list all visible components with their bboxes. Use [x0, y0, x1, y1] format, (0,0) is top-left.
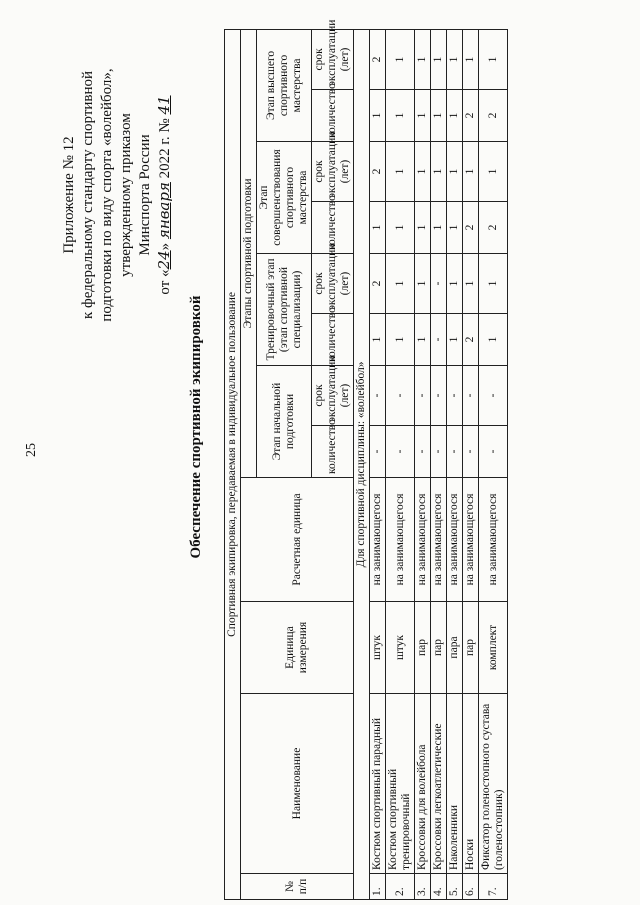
item-unit: пар [415, 602, 431, 694]
cell-value: - [415, 426, 431, 478]
cell-value: 1 [415, 202, 431, 254]
cell-value: - [447, 426, 463, 478]
order-day: 24 [155, 250, 173, 270]
stage-header: Тренировочный этап (этап спортивной специализации) [257, 254, 312, 366]
life-header: срок эксплуатации (лет) [312, 254, 354, 314]
cell-value: - [415, 366, 431, 426]
cell-value: 1 [431, 142, 447, 202]
cell-value: 2 [463, 90, 479, 142]
cell-value: 1 [463, 29, 479, 89]
row-number: 6. [463, 874, 479, 900]
item-name: Носки [463, 694, 479, 874]
cell-value: - [431, 366, 447, 426]
cell-value: 1 [447, 90, 463, 142]
cell-value: - [431, 254, 447, 314]
col-unit-header: Единица измерения [241, 602, 354, 694]
cell-value: 1 [415, 314, 431, 366]
table-row [370, 29, 386, 899]
life-header: срок эксплуатации (лет) [312, 29, 354, 89]
equipment-header: Спортивная экипировка, передаваемая в индивидуальное пользование [225, 29, 241, 899]
qty-header: количество [312, 202, 354, 254]
item-unit: штук [370, 602, 386, 694]
item-unit: штук [386, 602, 415, 694]
cell-value: 2 [479, 202, 508, 254]
cell-value: 1 [386, 314, 415, 366]
cell-value: - [386, 426, 415, 478]
cell-value: 1 [479, 314, 508, 366]
item-calc: на занимающегося [370, 478, 386, 602]
cell-value: - [479, 426, 508, 478]
cell-value: - [386, 366, 415, 426]
cell-value: 1 [479, 29, 508, 89]
item-unit: пара [447, 602, 463, 694]
col-calc-header: Расчетная единица [241, 478, 354, 602]
cell-value: - [479, 366, 508, 426]
cell-value: - [463, 426, 479, 478]
appendix-header [60, 0, 175, 395]
item-calc: на занимающегося [386, 478, 415, 602]
order-reference: от «24» января 2022 г. № 41 [155, 95, 173, 295]
cell-value: 2 [479, 90, 508, 142]
cell-value: - [370, 366, 386, 426]
col-name-header: Наименование [241, 694, 354, 874]
cell-value: 1 [431, 90, 447, 142]
cell-value: 1 [479, 142, 508, 202]
order-number: 41 [155, 95, 173, 115]
cell-value: 2 [370, 142, 386, 202]
row-number: 3. [415, 874, 431, 900]
item-name: Костюм спортивный тренировочный [386, 694, 415, 874]
cell-value: - [431, 314, 447, 366]
item-name: Костюм спортивный парадный [370, 694, 386, 874]
cell-value: 1 [431, 202, 447, 254]
table-row [386, 29, 415, 899]
cell-value: 1 [370, 90, 386, 142]
cell-value: 1 [415, 90, 431, 142]
life-header: срок эксплуатации (лет) [312, 142, 354, 202]
item-calc: на занимающегося [447, 478, 463, 602]
item-unit: пар [431, 602, 447, 694]
table-row [415, 29, 431, 899]
cell-value: 2 [463, 314, 479, 366]
item-name: Кроссовки легкоатлетические [431, 694, 447, 874]
equipment-table [224, 19, 508, 900]
item-name: Наколенники [447, 694, 463, 874]
cell-value: - [463, 366, 479, 426]
row-number: 7. [479, 874, 508, 900]
stage-header: Этап высшего спортивного мастерства [257, 29, 312, 141]
cell-value: 1 [463, 254, 479, 314]
item-calc: на занимающегося [415, 478, 431, 602]
cell-value: 1 [431, 29, 447, 89]
cell-value: 2 [463, 202, 479, 254]
cell-value: 1 [415, 29, 431, 89]
cell-value: - [431, 426, 447, 478]
cell-value: 1 [386, 90, 415, 142]
cell-value: 1 [386, 254, 415, 314]
row-number: 5. [447, 874, 463, 900]
row-number: 4. [431, 874, 447, 900]
qty-header: количество [312, 90, 354, 142]
item-name: Фиксатор голеностопного сустава (голеностопник) [479, 694, 508, 874]
item-calc: на занимающегося [463, 478, 479, 602]
section-row: Для спортивной дисциплины: «волейбол» [354, 29, 370, 899]
life-header: срок эксплуатации (лет) [312, 366, 354, 426]
cell-value: 1 [479, 254, 508, 314]
cell-value: 1 [370, 314, 386, 366]
col-number-header: № п/п [241, 874, 354, 900]
cell-value: 1 [447, 314, 463, 366]
item-calc: на занимающегося [479, 478, 508, 602]
cell-value: 1 [447, 142, 463, 202]
item-unit: комплект [479, 602, 508, 694]
table-row [479, 29, 508, 899]
document-title: Обеспечение спортивной экипировкой [188, 295, 204, 559]
cell-value: 1 [447, 29, 463, 89]
row-number: 2. [386, 874, 415, 900]
appendix-title: Приложение № 12 [61, 136, 77, 254]
appendix-line-3: утвержденному приказом [118, 113, 134, 277]
cell-value: 1 [415, 142, 431, 202]
cell-value: 2 [370, 29, 386, 89]
page-number: 25 [24, 443, 39, 457]
item-name: Кроссовки для волейбола [415, 694, 431, 874]
stage-header: Этап начальной подготовки [257, 366, 312, 478]
order-month: января [155, 182, 173, 240]
cell-value: 1 [370, 202, 386, 254]
cell-value: 1 [447, 202, 463, 254]
cell-value: 1 [386, 142, 415, 202]
cell-value: 1 [386, 29, 415, 89]
cell-value: - [447, 366, 463, 426]
qty-header: количество [312, 426, 354, 478]
table-row [447, 29, 463, 899]
qty-header: количество [312, 314, 354, 366]
cell-value: - [370, 426, 386, 478]
appendix-line-2: подготовки по виду спорта «волейбол», [99, 68, 115, 322]
cell-value: 1 [415, 254, 431, 314]
table-row [463, 29, 479, 899]
table-row [431, 29, 447, 899]
row-number: 1. [370, 874, 386, 900]
appendix-line-1: к федеральному стандарту спортивной [80, 70, 96, 320]
item-unit: пар [463, 602, 479, 694]
cell-value: 1 [386, 202, 415, 254]
item-calc: на занимающегося [431, 478, 447, 602]
cell-value: 1 [447, 254, 463, 314]
appendix-line-4: Минспорта России [137, 134, 153, 256]
cell-value: 1 [463, 142, 479, 202]
cell-value: 2 [370, 254, 386, 314]
stage-header: Этап совершенствования спортивного мастерства [257, 142, 312, 254]
stages-header: Этапы спортивной подготовки [241, 29, 257, 477]
